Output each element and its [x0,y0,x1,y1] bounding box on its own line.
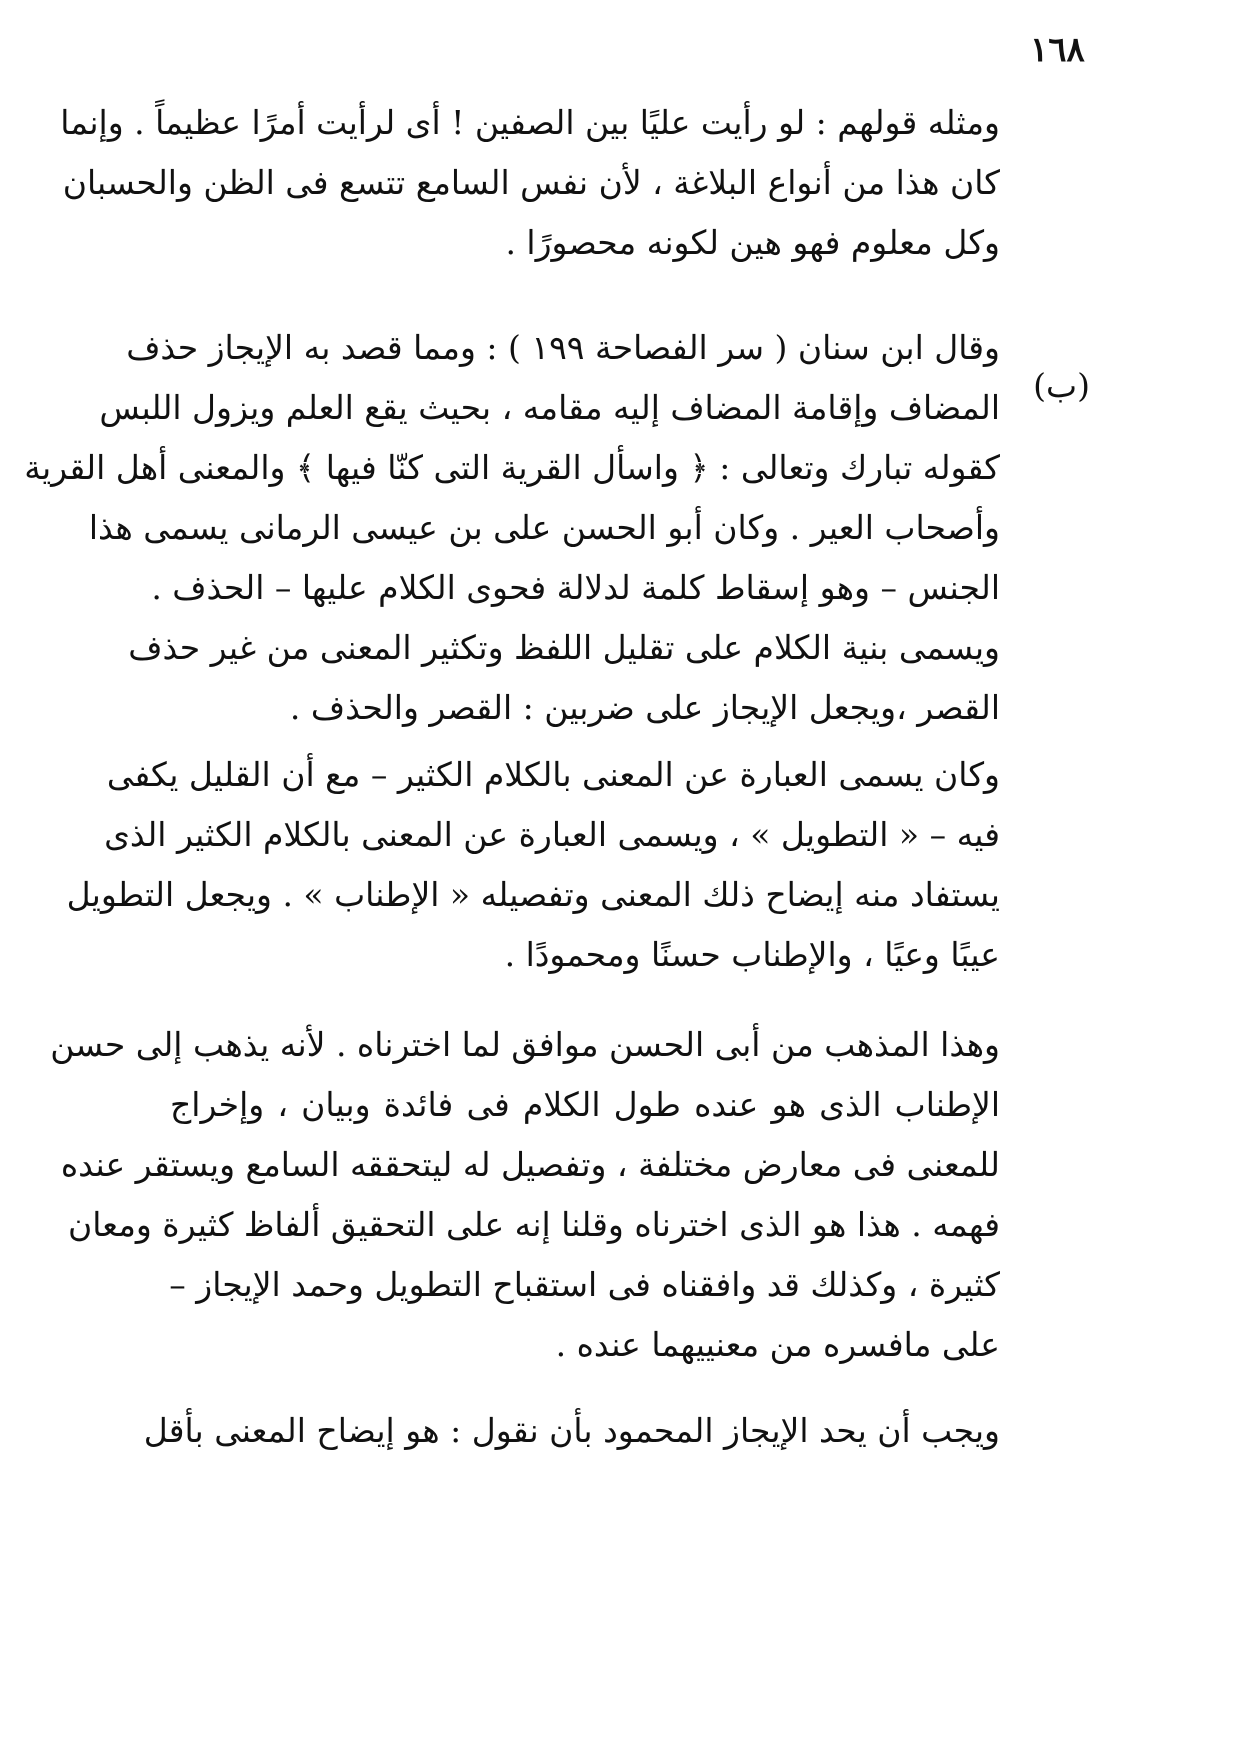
paragraph-line: المضاف وإقامة المضاف إليه مقامه ، بحيث يقع العلم ويزول اللبس [99,388,1000,427]
paragraph-line: الجنس – وهو إسقاط كلمة لدلالة فحوى الكلام عليها – الحذف . [151,568,1000,607]
paragraph-line: وكل معلوم فهو هين لكونه محصورًا . [505,223,1000,262]
paragraph-line: كان هذا من أنواع البلاغة ، لأن نفس السامع تتسع فى الظن والحسبان [62,163,1000,202]
paragraph-line: وأصحاب العير . وكان أبو الحسن على بن عيسى الرمانى يسمى هذا [88,508,1000,547]
paragraph-line: وهذا المذهب من أبى الحسن موافق لما اخترناه . لأنه يذهب إلى حسن [50,1025,1000,1064]
paragraph-line: عيبًا وعيًا ، والإطناب حسنًا ومحمودًا . [504,935,1000,974]
paragraph-line: وكان يسمى العبارة عن المعنى بالكلام الكثير – مع أن القليل يكفى [106,755,1000,794]
section-label: (ب) [1033,366,1090,405]
paragraph-line: فيه – « التطويل » ، ويسمى العبارة عن المعنى بالكلام الكثير الذى [104,815,1000,854]
paragraph-line: وقال ابن سنان ( سر الفصاحة ١٩٩ ) : ومما قصد به الإيجاز حذف [126,328,1000,367]
paragraph-line: للمعنى فى معارض مختلفة ، وتفصيل له ليتحققه السامع ويستقر عنده [60,1145,1000,1184]
page-number: ١٦٨ [1030,30,1085,70]
paragraph-line: ويجب أن يحد الإيجاز المحمود بأن نقول : هو إيضاح المعنى بأقل [143,1411,1000,1450]
paragraph-line: كقوله تبارك وتعالى : ﴿ واسأل القرية التى كنّا فيها ﴾ والمعنى أهل القرية [24,448,1000,487]
paragraph-line: على مافسره من معنييهما عنده . [555,1325,1000,1364]
paragraph-line: ومثله قولهم : لو رأيت عليًا بين الصفين ! أى لرأيت أمرًا عظيماً . وإنما [60,103,1000,142]
paragraph-line: ويسمى بنية الكلام على تقليل اللفظ وتكثير المعنى من غير حذف [128,628,1000,667]
paragraph-line: القصر ،ويجعل الإيجاز على ضربين : القصر والحذف . [289,688,1000,727]
paragraph-line: يستفاد منه إيضاح ذلك المعنى وتفصيله « الإطناب » . ويجعل التطويل [66,875,1000,914]
paragraph-line: الإطناب الذى هو عنده طول الكلام فى فائدة وبيان ، وإخراج [170,1085,1000,1124]
paragraph-line: كثيرة ، وكذلك قد وافقناه فى استقباح التطويل وحمد الإيجاز – [169,1265,1000,1304]
paragraph-line: فهمه . هذا هو الذى اخترناه وقلنا إنه على التحقيق ألفاظ كثيرة ومعان [67,1205,1000,1244]
